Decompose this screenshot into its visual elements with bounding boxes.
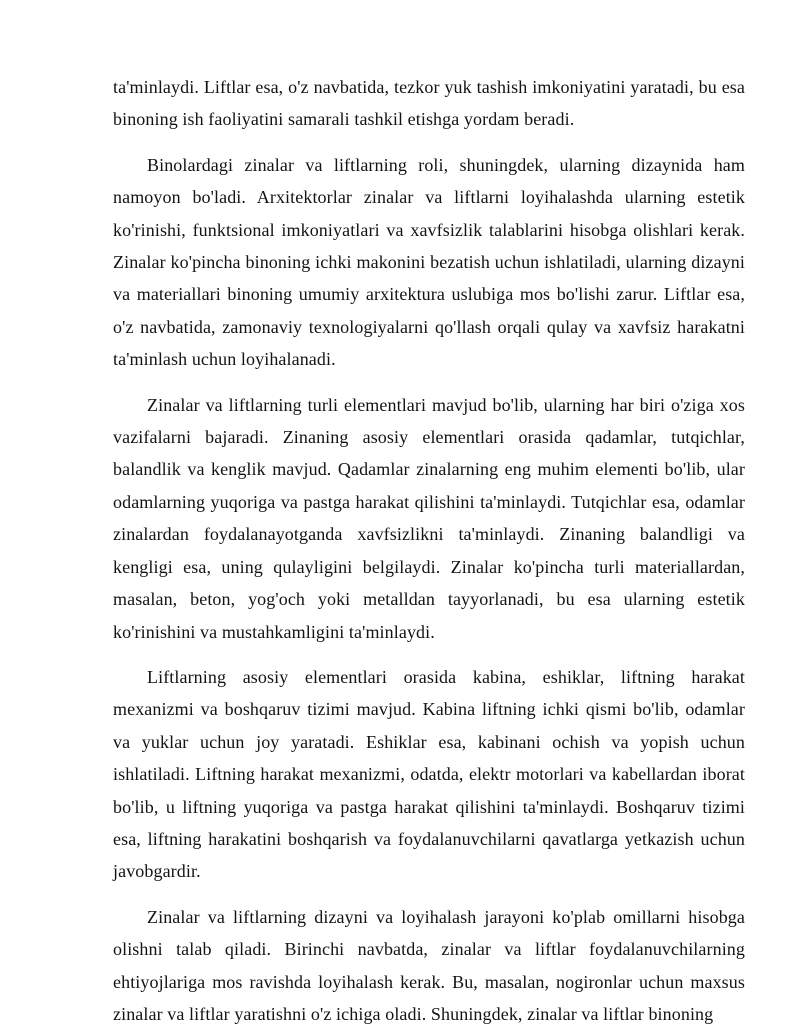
- document-body: [113, 71, 745, 1030]
- paragraph-continuation: ta'minlaydi. Liftlar esa, o'z navbatida, tezkor yuk tashish imkoniyatini yaratadi, bu esa binoning ish faoliyatini samarali tashkil etishga yordam beradi.: [113, 77, 745, 130]
- paragraph-stair-elements: Zinalar va liftlarning turli elementlari mavjud bo'lib, ularning har biri o'ziga xos vazifalarni bajaradi. Zinaning asosiy elementlari orasida qadamlar, tutqichlar, balandlik va kenglik mavjud. Qadamlar zinalarning eng muhim elementi bo'lib, ular odamlarning yuqoriga va pastga harakat qilishini ta'minlaydi. Tutqichlar esa, odamlar zinalardan foydalanayotganda xavfsizlikni ta'minlaydi. Zinaning balandligi va kengligi esa, uning qulayligini belgilaydi. Zinalar ko'pincha turli materiallardan, masalan, beton, yog'och yoki metalldan tayyorlanadi, bu esa ularning estetik ko'rinishini va mustahkamligini ta'minlaydi.: [113, 394, 745, 642]
- paragraph-design-role: Binolardagi zinalar va liftlarning roli, shuningdek, ularning dizaynida ham namoyon bo'ladi. Arxitektorlar zinalar va liftlarni loyihalashda ularning estetik ko'rinishi, funktsional imkoniyatlari va xavfsizlik talablarini hisobga olishlari kerak. Zinalar ko'pincha binoning ichki makonini bezatish uchun ishlatiladi, ularning dizayni va materiallari binoning umumiy arxitektura uslubiga mos bo'lishi zarur. Liftlar esa, o'z navbatida, zamonaviy texnologiyalarni qo'llash orqali qulay va xavfsiz harakatni ta'minlash uchun loyihalanadi.: [113, 154, 745, 370]
- paragraph-lift-elements: Liftlarning asosiy elementlari orasida kabina, eshiklar, liftning harakat mexanizmi va boshqaruv tizimi mavjud. Kabina liftning ichki qismi bo'lib, odamlar va yuklar uchun joy yaratadi. Eshiklar esa, kabinani ochish va yopish uchun ishlatiladi. Liftning harakat mexanizmi, odatda, elektr motorlari va kabellardan iborat bo'lib, u liftning yuqoriga va pastga harakat qilishini ta'minlaydi. Boshqaruv tizimi esa, liftning harakatini boshqarish va foydalanuvchilarni qavatlarga yetkazish uchun javobgardir.: [113, 666, 745, 882]
- paragraph-design-process: Zinalar va liftlarning dizayni va loyihalash jarayoni ko'plab omillarni hisobga olishni talab qiladi. Birinchi navbatda, zinalar va liftlar foydalanuvchilarning ehtiyojlariga mos ravishda loyihalash kerak. Bu, masalan, nogironlar uchun maxsus zinalar va liftlar yaratishni o'z ichiga oladi. Shuningdek, zinalar va liftlar binoning: [113, 906, 745, 1024]
